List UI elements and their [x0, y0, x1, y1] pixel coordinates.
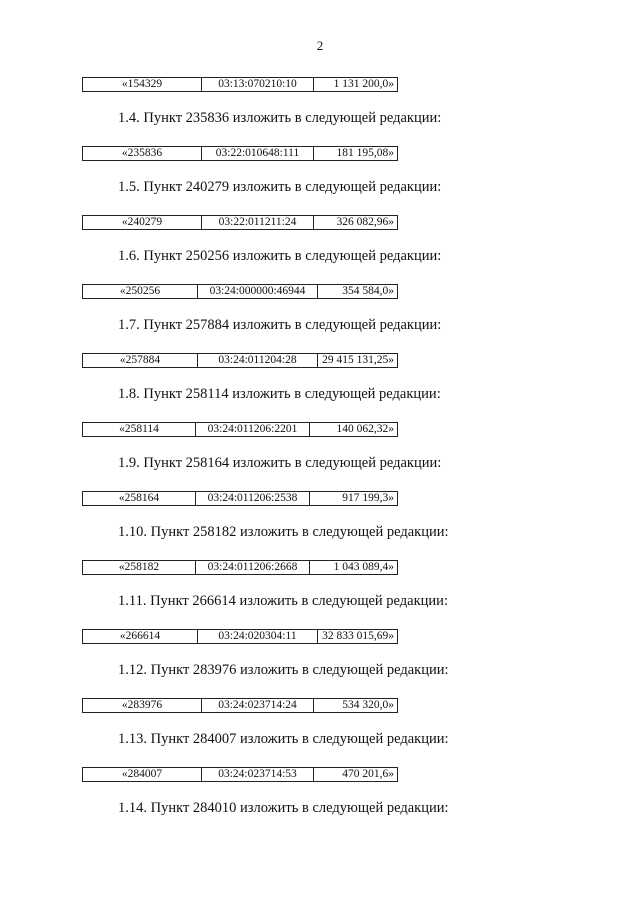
amendment-paragraph: 1.7. Пункт 257884 изложить в следующей редакции:: [118, 317, 442, 333]
table-row: [82, 77, 398, 92]
cadastral-value: 917 199,3»: [309, 492, 397, 505]
table-row: [82, 698, 398, 713]
table-row: [82, 491, 398, 506]
record-number: «257884: [119, 354, 161, 366]
amendment-paragraph: 1.4. Пункт 235836 изложить в следующей редакции:: [118, 110, 442, 126]
amendment-paragraph: 1.5. Пункт 240279 изложить в следующей редакции:: [118, 179, 442, 195]
cadastral-value: 1 043 089,4»: [309, 561, 397, 574]
amendment-paragraph: 1.11. Пункт 266614 изложить в следующей редакции:: [118, 593, 448, 609]
cadastral-value: 32 833 015,69»: [317, 630, 397, 643]
table-row: [82, 284, 398, 299]
table-row: [82, 422, 398, 437]
record-number: «258164: [118, 492, 160, 504]
amendment-paragraph: 1.10. Пункт 258182 изложить в следующей редакции:: [118, 524, 449, 540]
cadastral-value: 326 082,96»: [313, 216, 397, 229]
amendment-paragraph: 1.14. Пункт 284010 изложить в следующей редакции:: [118, 800, 449, 816]
cadastral-value: 29 415 131,25»: [317, 354, 397, 367]
cadastral-number: 03:22:010648:111: [201, 147, 313, 160]
record-number: «284007: [121, 768, 163, 780]
cadastral-number: 03:24:020304:11: [197, 630, 317, 643]
cadastral-value: 140 062,32»: [309, 423, 397, 436]
amendment-paragraph: 1.13. Пункт 284007 изложить в следующей редакции:: [118, 731, 449, 747]
cadastral-number: 03:24:000000:46944: [197, 285, 317, 298]
record-number: «250256: [119, 285, 161, 297]
table-row: [82, 560, 398, 575]
record-number: «240279: [121, 216, 163, 228]
page-number: 2: [316, 38, 324, 53]
record-number: «235836: [121, 147, 163, 159]
cadastral-value: 534 320,0»: [313, 699, 397, 712]
amendment-paragraph: 1.8. Пункт 258114 изложить в следующей редакции:: [118, 386, 441, 402]
record-number: «258114: [119, 423, 159, 435]
amendment-paragraph: 1.6. Пункт 250256 изложить в следующей редакции:: [118, 248, 442, 264]
cadastral-value: 1 131 200,0»: [313, 78, 397, 91]
table-row: [82, 215, 398, 230]
cadastral-number: 03:24:023714:53: [201, 768, 313, 781]
table-row: [82, 146, 398, 161]
cadastral-value: 181 195,08»: [313, 147, 397, 160]
table-row: [82, 353, 398, 368]
cadastral-number: 03:24:011204:28: [197, 354, 317, 367]
cadastral-number: 03:22:011211:24: [201, 216, 313, 229]
cadastral-number: 03:13:070210:10: [201, 78, 313, 91]
cadastral-value: 470 201,6»: [313, 768, 397, 781]
record-number: «266614: [119, 630, 161, 642]
cadastral-number: 03:24:011206:2538: [195, 492, 309, 505]
table-row: [82, 767, 398, 782]
record-number: «258182: [118, 561, 160, 573]
record-number: «154329: [121, 78, 163, 90]
record-number: «283976: [121, 699, 163, 711]
cadastral-number: 03:24:011206:2668: [195, 561, 309, 574]
amendment-paragraph: 1.12. Пункт 283976 изложить в следующей редакции:: [118, 662, 449, 678]
amendment-paragraph: 1.9. Пункт 258164 изложить в следующей редакции:: [118, 455, 442, 471]
table-row: [82, 629, 398, 644]
cadastral-number: 03:24:023714:24: [201, 699, 313, 712]
cadastral-number: 03:24:011206:2201: [195, 423, 309, 436]
cadastral-value: 354 584,0»: [317, 285, 397, 298]
